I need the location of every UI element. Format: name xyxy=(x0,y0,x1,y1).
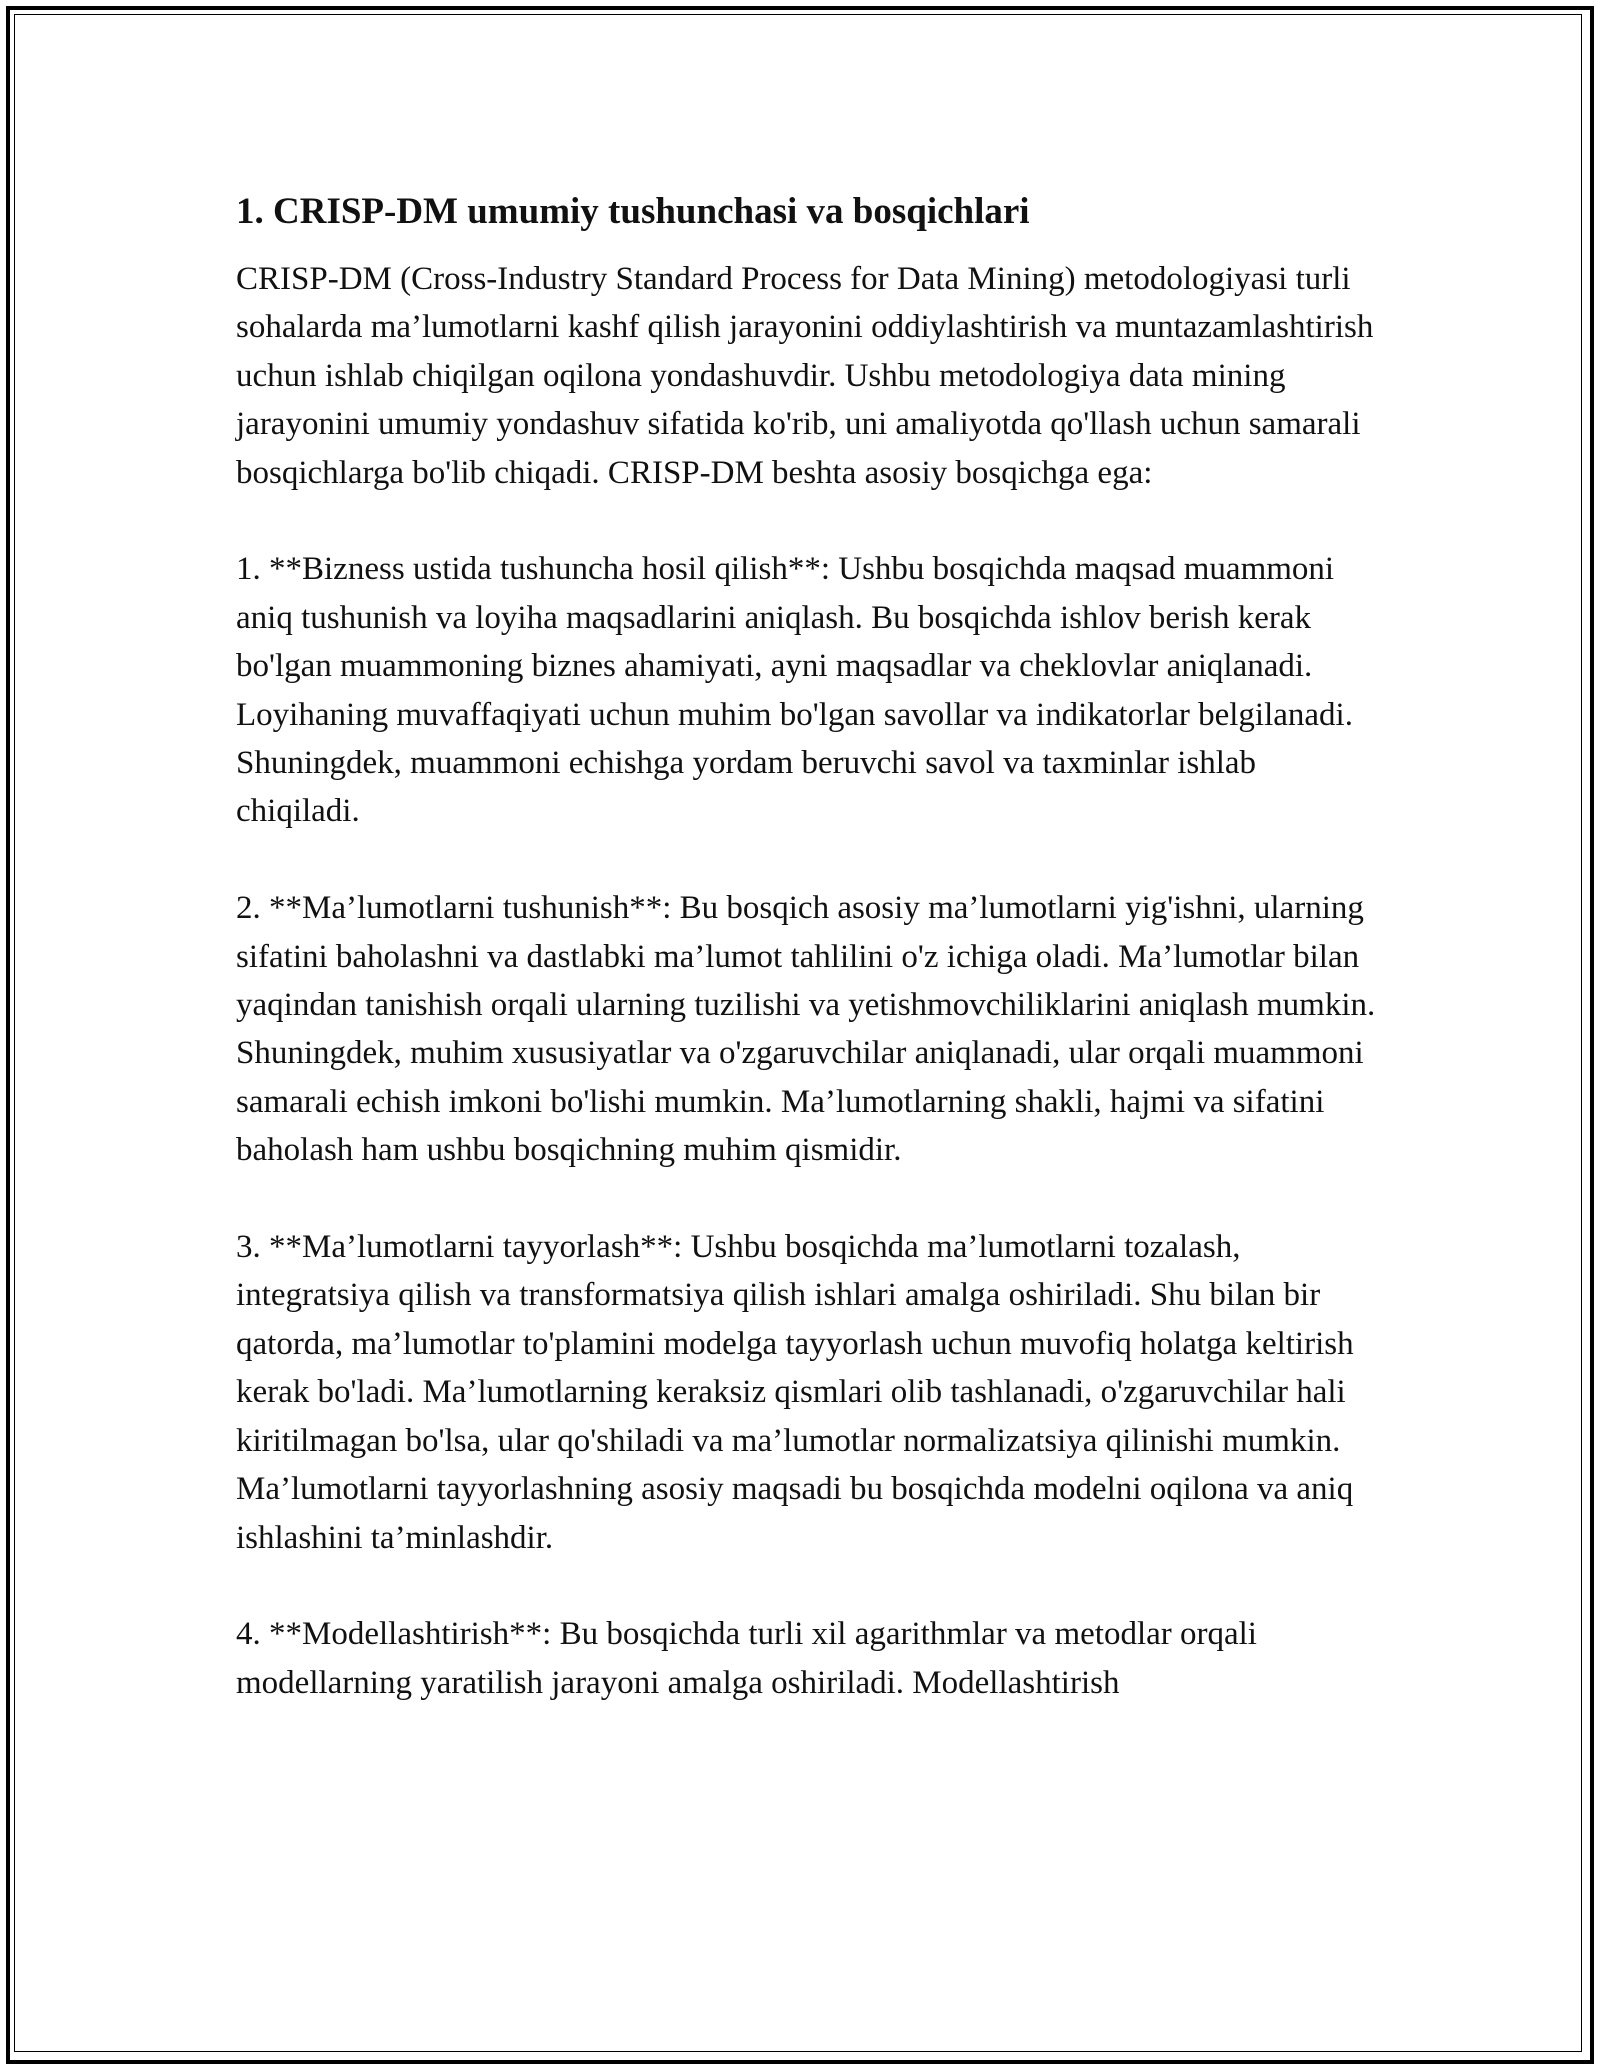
document-body xyxy=(236,186,1386,1756)
section-heading: 1. CRISP-DM umumiy tushunchasi va bosqichlari xyxy=(236,191,1030,232)
intro-paragraph: CRISP-DM (Cross-Industry Standard Process for Data Mining) metodologiyasi turli sohalarda ma’lumotlarni kashf qilish jarayonini oddiylashtirish va muntazamlashtirish uchun ishlab chiqilgan oqilona yondashuvdir. Ushbu metodologiya data mining jarayonini umumiy yondashuv sifatida ko'rib, uni amaliyotda qo'llash uchun samarali bosqichlarga bo'lib chiqadi. CRISP-DM beshta asosiy bosqichga ega: xyxy=(236,261,1374,491)
stage-1-paragraph: 1. **Bizness ustida tushuncha hosil qilish**: Ushbu bosqichda maqsad muammoni aniq tushunish va loyiha maqsadlarini aniqlash. Bu bosqichda ishlov berish kerak bo'lgan muammoning biznes ahamiyati, ayni maqsadlar va cheklovlar aniqlanadi. Loyihaning muvaffaqiyati uchun muhim bo'lgan savollar va indikatorlar belgilanadi. Shuningdek, muammoni echishga yordam beruvchi savol va taxminlar ishlab chiqiladi. xyxy=(236,551,1353,830)
stage-2-paragraph: 2. **Ma’lumotlarni tushunish**: Bu bosqich asosiy ma’lumotlarni yig'ishni, ularning sifatini baholashni va dastlabki ma’lumot tahlilini o'z ichiga oladi. Ma’lumotlar bilan yaqindan tanishish orqali ularning tuzilishi va yetishmovchiliklarini aniqlash mumkin. Shuningdek, muhim xususiyatlar va o'zgaruvchilar aniqlanadi, ular orqali muammoni samarali echish imkoni bo'lishi mumkin. Ma’lumotlarning shakli, hajmi va sifatini baholash ham ushbu bosqichning muhim qismidir. xyxy=(236,890,1376,1169)
stage-4-paragraph: 4. **Modellashtirish**: Bu bosqichda turli xil agarithmlar va metodlar orqali modellarning yaratilish jarayoni amalga oshiriladi. Modellashtirish xyxy=(236,1616,1257,1701)
stage-3-paragraph: 3. **Ma’lumotlarni tayyorlash**: Ushbu bosqichda ma’lumotlarni tozalash, integratsiya qilish va transformatsiya qilish ishlari amalga oshiriladi. Shu bilan bir qatorda, ma’lumotlar to'plamini modelga tayyorlash uchun muvofiq holatga keltirish kerak bo'ladi. Ma’lumotlarning keraksiz qismlari olib tashlanadi, o'zgaruvchilar hali kiritilmagan bo'lsa, ular qo'shiladi va ma’lumotlar normalizatsiya qilinishi mumkin. Ma’lumotlarni tayyorlashning asosiy maqsadi bu bosqichda modelni oqilona va aniq ishlashini ta’minlashdir. xyxy=(236,1229,1354,1556)
